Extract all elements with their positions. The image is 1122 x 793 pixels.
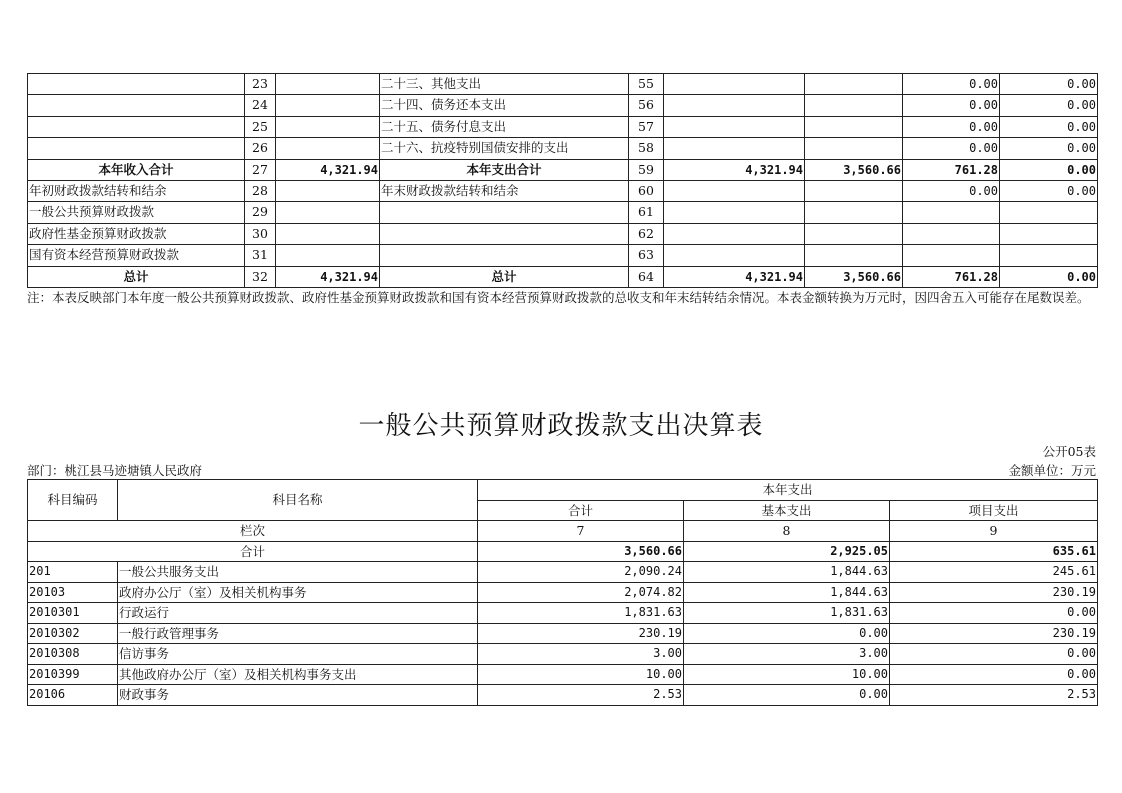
row-basic: 1,844.63	[684, 562, 890, 583]
expense-gov-fund: 761.28	[903, 266, 1000, 287]
subject-code: 2010302	[28, 623, 118, 644]
subject-code: 20103	[28, 582, 118, 603]
table-row	[28, 562, 1098, 583]
income-amount	[276, 181, 380, 202]
table-row	[28, 202, 1098, 223]
income-line-number: 25	[245, 116, 276, 137]
table-row	[28, 181, 1098, 202]
subject-code: 2010308	[28, 644, 118, 665]
header-name: 科目名称	[118, 480, 478, 521]
expense-total	[664, 74, 805, 95]
expense-item-label: 年末财政拨款结转和结余	[380, 181, 629, 202]
expense-general-budget	[805, 223, 903, 244]
expense-item-label	[380, 245, 629, 266]
expense-item-label: 二十三、其他支出	[380, 74, 629, 95]
header-total: 合计	[478, 500, 684, 521]
income-line-number: 31	[245, 245, 276, 266]
income-item-label	[28, 74, 245, 95]
table-row	[28, 266, 1098, 287]
expense-gov-fund: 761.28	[903, 159, 1000, 180]
income-item-label	[28, 116, 245, 137]
expense-general-budget: 3,560.66	[805, 159, 903, 180]
row-project: 245.61	[890, 562, 1098, 583]
expense-line-number: 59	[629, 159, 664, 180]
expense-general-budget	[805, 116, 903, 137]
table-row	[28, 664, 1098, 685]
income-item-label: 本年收入合计	[28, 159, 245, 180]
row-total: 1,831.63	[478, 603, 684, 624]
expense-item-label	[380, 202, 629, 223]
expense-general-budget	[805, 181, 903, 202]
income-line-number: 32	[245, 266, 276, 287]
income-item-label	[28, 138, 245, 159]
row-basic: 3.00	[684, 644, 890, 665]
table-row	[28, 603, 1098, 624]
expense-line-number: 63	[629, 245, 664, 266]
expense-item-label: 二十五、债务付息支出	[380, 116, 629, 137]
expense-line-number: 56	[629, 95, 664, 116]
income-line-number: 23	[245, 74, 276, 95]
column-index-row	[28, 521, 1098, 542]
expense-item-label: 二十四、债务还本支出	[380, 95, 629, 116]
income-amount	[276, 74, 380, 95]
expense-item-label: 本年支出合计	[380, 159, 629, 180]
row-project: 230.19	[890, 582, 1098, 603]
expense-total: 4,321.94	[664, 159, 805, 180]
sum-label: 合计	[28, 541, 478, 562]
expense-state-capital	[1000, 223, 1098, 244]
expense-gov-fund: 0.00	[903, 116, 1000, 137]
row-basic: 1,844.63	[684, 582, 890, 603]
table-row	[28, 245, 1098, 266]
expense-gov-fund	[903, 202, 1000, 223]
subject-name: 信访事务	[118, 644, 478, 665]
expense-state-capital	[1000, 202, 1098, 223]
income-line-number: 27	[245, 159, 276, 180]
sum-total: 3,560.66	[478, 541, 684, 562]
expenditure-table	[27, 479, 1098, 706]
header-basic: 基本支出	[684, 500, 890, 521]
row-total: 230.19	[478, 623, 684, 644]
income-line-number: 30	[245, 223, 276, 244]
expense-total	[664, 95, 805, 116]
expense-total	[664, 223, 805, 244]
header-current-year: 本年支出	[478, 480, 1098, 501]
income-expense-summary-table	[27, 73, 1098, 288]
income-amount	[276, 223, 380, 244]
expense-line-number: 62	[629, 223, 664, 244]
row-project: 0.00	[890, 664, 1098, 685]
income-amount	[276, 138, 380, 159]
subject-code: 2010399	[28, 664, 118, 685]
expense-item-label	[380, 223, 629, 244]
expense-state-capital: 0.00	[1000, 116, 1098, 137]
expenditure-table-body	[28, 480, 1098, 706]
amount-unit-label: 金额单位：万元	[1008, 463, 1096, 478]
col-project: 9	[890, 521, 1098, 542]
expense-total	[664, 202, 805, 223]
sum-basic: 2,925.05	[684, 541, 890, 562]
expense-state-capital: 0.00	[1000, 138, 1098, 159]
expense-line-number: 58	[629, 138, 664, 159]
expense-line-number: 57	[629, 116, 664, 137]
subject-code: 201	[28, 562, 118, 583]
subject-code: 20106	[28, 685, 118, 706]
expense-state-capital: 0.00	[1000, 74, 1098, 95]
subject-name: 一般公共服务支出	[118, 562, 478, 583]
expense-line-number: 55	[629, 74, 664, 95]
header-project: 项目支出	[890, 500, 1098, 521]
income-item-label	[28, 95, 245, 116]
income-item-label: 政府性基金预算财政拨款	[28, 223, 245, 244]
income-amount: 4,321.94	[276, 266, 380, 287]
expense-item-label: 二十六、抗疫特别国债安排的支出	[380, 138, 629, 159]
table-row	[28, 685, 1098, 706]
col-label: 栏次	[28, 521, 478, 542]
expense-total	[664, 138, 805, 159]
subject-name: 其他政府办公厅（室）及相关机构事务支出	[118, 664, 478, 685]
expense-state-capital: 0.00	[1000, 181, 1098, 202]
row-basic: 0.00	[684, 623, 890, 644]
row-total: 2.53	[478, 685, 684, 706]
sum-row	[28, 541, 1098, 562]
income-expense-summary-body	[28, 74, 1098, 288]
table-row	[28, 644, 1098, 665]
income-amount	[276, 95, 380, 116]
row-project: 230.19	[890, 623, 1098, 644]
expense-gov-fund: 0.00	[903, 181, 1000, 202]
income-amount	[276, 202, 380, 223]
row-total: 3.00	[478, 644, 684, 665]
subject-code: 2010301	[28, 603, 118, 624]
income-amount	[276, 116, 380, 137]
sum-project: 635.61	[890, 541, 1098, 562]
expense-general-budget	[805, 202, 903, 223]
table-row	[28, 223, 1098, 244]
table-number: 公开05表	[1042, 444, 1096, 459]
row-total: 2,090.24	[478, 562, 684, 583]
department-label: 部门：桃江县马迹塘镇人民政府	[27, 463, 203, 478]
table-note: 注：本表反映部门本年度一般公共预算财政拨款、政府性基金预算财政拨款和国有资本经营预算财政拨款的总收支和年末结转结余情况。本表金额转换为万元时，因四舍五入可能存在尾数误差。	[27, 290, 1090, 305]
expense-state-capital	[1000, 245, 1098, 266]
table-row	[28, 623, 1098, 644]
expense-gov-fund: 0.00	[903, 138, 1000, 159]
col-total: 7	[478, 521, 684, 542]
expense-total: 4,321.94	[664, 266, 805, 287]
col-basic: 8	[684, 521, 890, 542]
expense-general-budget	[805, 138, 903, 159]
expense-general-budget	[805, 74, 903, 95]
income-line-number: 28	[245, 181, 276, 202]
expense-item-label: 总计	[380, 266, 629, 287]
subject-name: 政府办公厅（室）及相关机构事务	[118, 582, 478, 603]
expense-line-number: 60	[629, 181, 664, 202]
income-line-number: 24	[245, 95, 276, 116]
row-project: 2.53	[890, 685, 1098, 706]
expense-total	[664, 181, 805, 202]
header-code: 科目编码	[28, 480, 118, 521]
table-row	[28, 74, 1098, 95]
table-row	[28, 138, 1098, 159]
income-item-label: 一般公共预算财政拨款	[28, 202, 245, 223]
income-item-label: 国有资本经营预算财政拨款	[28, 245, 245, 266]
income-amount: 4,321.94	[276, 159, 380, 180]
row-basic: 10.00	[684, 664, 890, 685]
table-row	[28, 582, 1098, 603]
subject-name: 财政事务	[118, 685, 478, 706]
expense-gov-fund: 0.00	[903, 95, 1000, 116]
row-project: 0.00	[890, 644, 1098, 665]
expense-general-budget	[805, 245, 903, 266]
subject-name: 一般行政管理事务	[118, 623, 478, 644]
subject-name: 行政运行	[118, 603, 478, 624]
row-basic: 1,831.63	[684, 603, 890, 624]
table-row	[28, 159, 1098, 180]
expense-state-capital: 0.00	[1000, 95, 1098, 116]
table-row	[28, 95, 1098, 116]
expense-gov-fund	[903, 245, 1000, 266]
page-title: 一般公共预算财政拨款支出决算表	[358, 411, 764, 441]
expense-state-capital: 0.00	[1000, 266, 1098, 287]
income-item-label: 总计	[28, 266, 245, 287]
row-basic: 0.00	[684, 685, 890, 706]
expense-general-budget: 3,560.66	[805, 266, 903, 287]
header-row-1	[28, 480, 1098, 501]
income-item-label: 年初财政拨款结转和结余	[28, 181, 245, 202]
expense-total	[664, 245, 805, 266]
income-amount	[276, 245, 380, 266]
expense-line-number: 64	[629, 266, 664, 287]
row-total: 10.00	[478, 664, 684, 685]
expense-line-number: 61	[629, 202, 664, 223]
expense-total	[664, 116, 805, 137]
expense-state-capital: 0.00	[1000, 159, 1098, 180]
expense-gov-fund	[903, 223, 1000, 244]
expense-gov-fund: 0.00	[903, 74, 1000, 95]
income-line-number: 26	[245, 138, 276, 159]
expense-general-budget	[805, 95, 903, 116]
income-line-number: 29	[245, 202, 276, 223]
table-row	[28, 116, 1098, 137]
row-total: 2,074.82	[478, 582, 684, 603]
row-project: 0.00	[890, 603, 1098, 624]
